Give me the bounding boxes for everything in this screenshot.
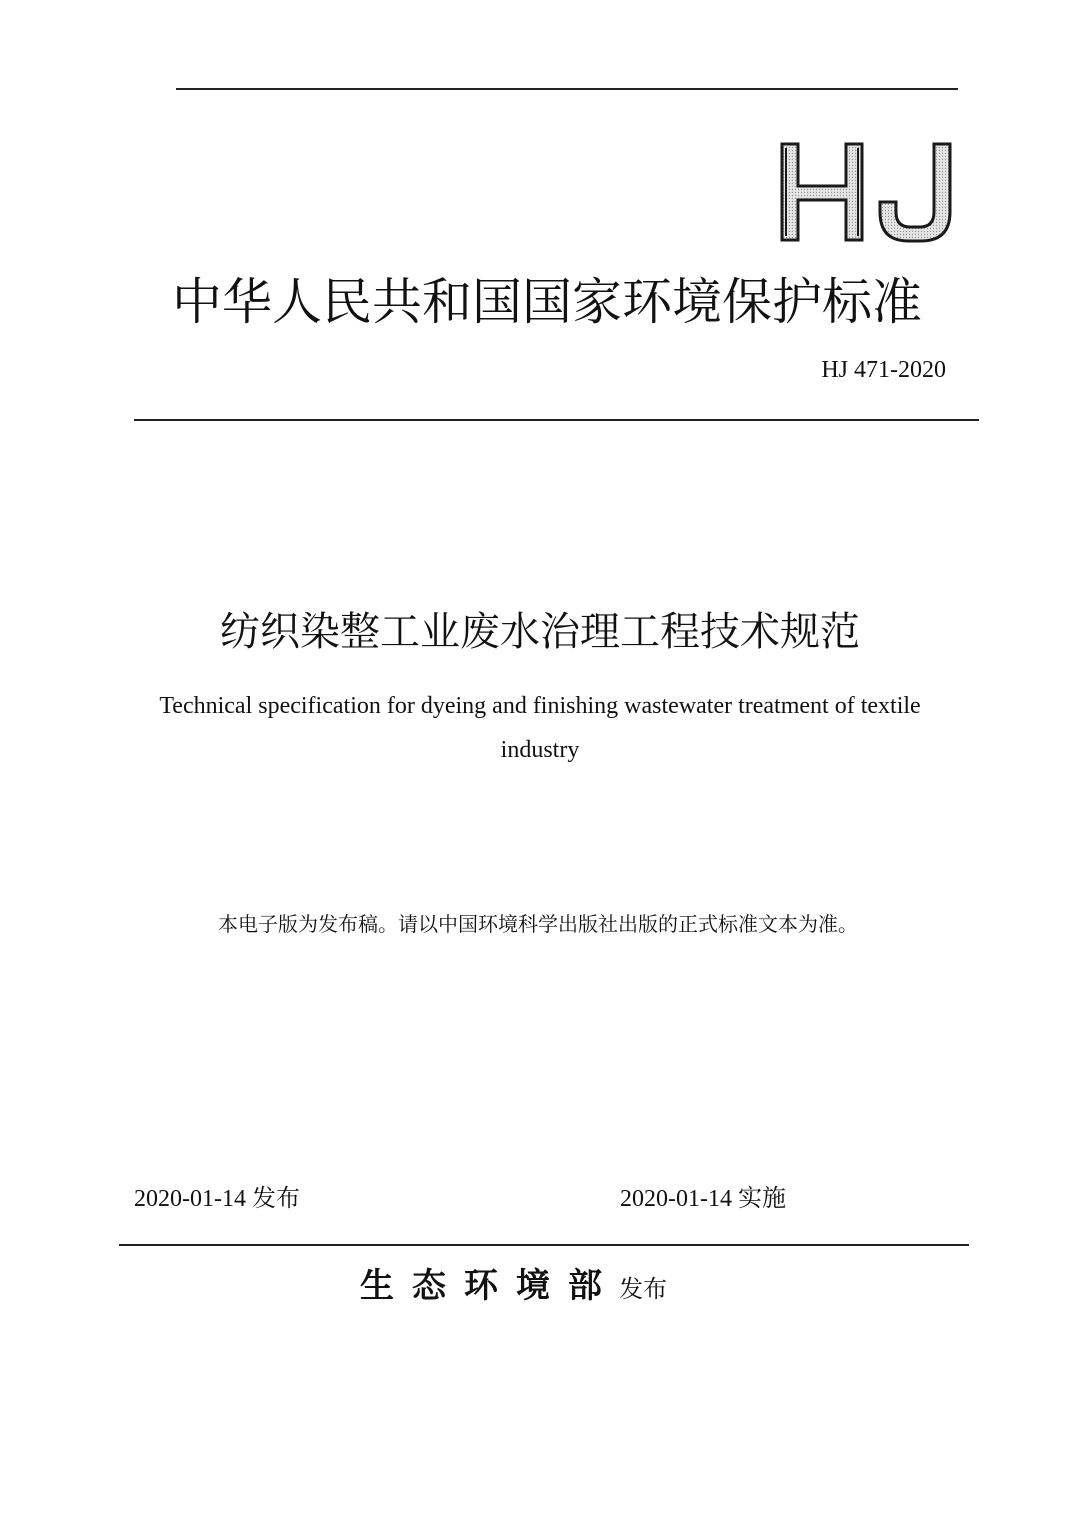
footer-divider [119, 1244, 969, 1246]
issuer-line [360, 1258, 667, 1307]
header-divider [134, 419, 979, 421]
edition-note: 本电子版为发布稿。请以中国环境科学出版社出版的正式标准文本为准。 [218, 912, 858, 936]
issuer-name: 生态环境部 [360, 1266, 620, 1306]
logo-letter-j [880, 144, 950, 241]
standard-category-title: 中华人民共和国国家环境保护标准 [172, 273, 922, 331]
document-title-english: Technical specification for dyeing and finishing wastewater treatment of textile industry [159, 693, 921, 763]
hj-logo [776, 140, 956, 245]
effective-date: 2020-01-14 实施 [620, 1186, 786, 1212]
logo-letter-h [782, 144, 862, 240]
top-rule [176, 88, 958, 90]
issuer-suffix: 发布 [619, 1275, 668, 1303]
release-date: 2020-01-14 发布 [134, 1186, 300, 1212]
standard-number: HJ 471-2020 [821, 357, 946, 383]
document-title-chinese: 纺织染整工业废水治理工程技术规范 [220, 609, 860, 655]
